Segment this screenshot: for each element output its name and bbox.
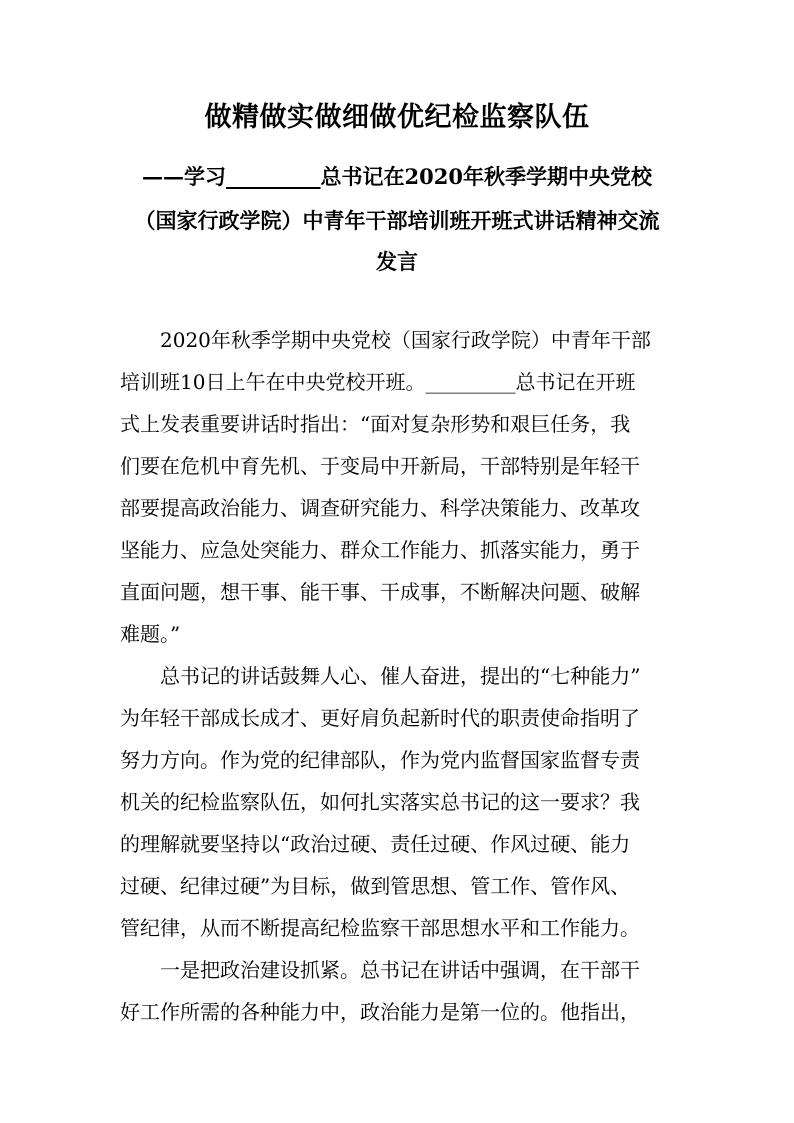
document-title: 做精做实做细做优纪检监察队伍 [204, 102, 590, 133]
body-line: 直面问题，想干事、能干事、干成事，不断解决问题、破解 [120, 580, 640, 604]
body-line: 式上发表重要讲话时指出：“面对复杂形势和艰巨任务，我 [120, 412, 631, 436]
body-line: 坚能力、应急处突能力、群众工作能力、抓落实能力，勇于 [120, 538, 640, 562]
body-line: 们要在危机中育先机、于变局中开新局，干部特别是年轻干 [120, 454, 640, 478]
subtitle-line-1: ——学习_________总书记在2020年秋季学期中央党校 [142, 164, 652, 189]
body-line: 管纪律，从而不断提高纪检监察干部思想水平和工作能力。 [120, 916, 640, 940]
body-line: 过硬、纪律过硬”为目标，做到管思想、管工作、管作风、 [120, 874, 631, 898]
body-line: 的理解就要坚持以“政治过硬、责任过硬、作风过硬、能力 [120, 832, 631, 856]
body-line: 部要提高政治能力、调查研究能力、科学决策能力、改革攻 [120, 496, 640, 520]
body-line: 培训班10日上午在中央党校开班。_________总书记在开班 [120, 370, 636, 394]
subtitle-line-2: （国家行政学院）中青年干部培训班开班式讲话精神交流 [134, 208, 660, 233]
body-line: 好工作所需的各种能力中，政治能力是第一位的。他指出， [120, 1000, 640, 1024]
body-line: 2020年秋季学期中央党校（国家行政学院）中青年干部 [160, 328, 651, 352]
body-line: 一是把政治建设抓紧。总书记在讲话中强调，在干部干 [160, 958, 640, 982]
body-line: 努力方向。作为党的纪律部队，作为党内监督国家监督专责 [120, 748, 640, 772]
body-line: 为年轻干部成长成才、更好肩负起新时代的职责使命指明了 [120, 706, 640, 730]
subtitle-line-3: 发言 [376, 249, 418, 274]
body-line: 机关的纪检监察队伍，如何扎实落实总书记的这一要求？我 [120, 790, 640, 814]
body-line: 总书记的讲话鼓舞人心、催人奋进，提出的“七种能力” [160, 664, 641, 688]
body-line: 难题。” [120, 622, 181, 646]
